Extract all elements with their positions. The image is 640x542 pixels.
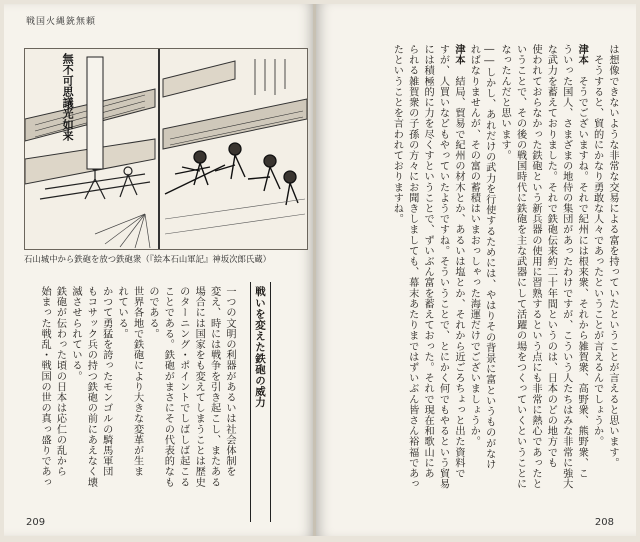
- body-line: [404, 44, 419, 512]
- line-text: ういった国人、さまざまの地侍の集団があったわけですが、こういう人たちはみな非常に強大: [560, 44, 572, 490]
- body-line: [435, 44, 450, 512]
- body-line: 変え、時には戦争を引き起こし、またある: [208, 286, 220, 488]
- body-line: 一つの文明の利器があるいは社会体制を: [224, 286, 235, 477]
- body-line: [512, 44, 527, 512]
- left-page: [4, 4, 315, 536]
- body-line: [481, 44, 496, 512]
- body-line: [589, 44, 604, 512]
- line-text: には積極的に力を尽くすということで、ずいぶん富を蓄えておった。それで現在和歌山にあ: [422, 44, 434, 479]
- body-line: [389, 44, 404, 512]
- line-text: いうことで、その後の戦国時代に鉄砲を主な武器にして活躍の場をつくっていくということに: [514, 44, 526, 490]
- body-line: かつて勇猛を誇ったモンゴルの騎馬軍団: [100, 286, 112, 477]
- illustration-label: 無不可思議光如来: [61, 53, 75, 141]
- line-text: そうでございますね。それで紀州には根来衆、それから雑賀衆、高野衆、熊野衆、こ: [576, 65, 588, 479]
- body-line: [574, 44, 589, 512]
- line-text: は想像できないような非常な交易による富を持っていたということが言えると思います。: [607, 44, 618, 468]
- page-number-right: 208: [594, 517, 614, 528]
- speaker-label: 津本: [452, 44, 464, 66]
- body-line: [420, 44, 435, 512]
- page-number-left: 209: [26, 517, 46, 528]
- body-line: もコサック兵の持つ鉄砲の前にあえなく壊: [85, 286, 97, 488]
- body-line: [605, 44, 620, 512]
- line-text: そうすると、貿的にかなり勇敢な人々であったということが言えるんでしょうか。: [591, 44, 603, 447]
- line-text: られる雑賀衆の子孫の方々にお聞きしましても、幕末あたりまではずいぶん皆さん裕福であっ: [406, 44, 418, 490]
- body-line: [558, 44, 573, 512]
- line-text: なったんだと思います。: [499, 44, 511, 161]
- body-line: のターニング・ポイントでしばしば起こる: [177, 286, 189, 488]
- left-body-text: [37, 286, 237, 522]
- body-line: 鉄砲が伝わった頃の日本は応仁の乱から: [54, 286, 66, 477]
- line-text: たということを言われておりますね。: [391, 44, 403, 225]
- line-text: ればなりませんが、その富の蓄積はいまおっしゃった海運だけでございましょうか。: [468, 44, 480, 447]
- running-head: 戦国火縄銃無頼: [26, 17, 97, 27]
- right-body-text: [389, 44, 620, 512]
- line-text: 結局、貿易で紀州の材木とか、あるいは塩とか、それから近ごろちょっと出た資料で: [452, 65, 464, 479]
- line-text: ――しかし、あれだけの武力を行使するためには、やはりその背景に富というものがなけ: [483, 44, 495, 470]
- body-line: [528, 44, 543, 512]
- body-line: [497, 44, 512, 512]
- body-line: れている。: [116, 286, 128, 339]
- right-page: [316, 4, 636, 536]
- body-line: 滅させられている。: [69, 286, 81, 382]
- body-line: ことである。鉄砲がまさにその代表的なも: [162, 286, 174, 488]
- line-text: な武力を蓄えておりました。それで鉄砲伝来約二十年間というのは、日本のどの地方でも: [545, 44, 557, 468]
- body-line: [543, 44, 558, 512]
- body-line: [466, 44, 481, 512]
- illustration-caption: 石山城中から鉄砲を放つ鉄砲衆（『絵本石山軍記』神坂次郎氏蔵）: [24, 254, 272, 264]
- woodblock-illustration: [24, 48, 308, 250]
- section-heading: 戦いを変えた鉄砲の威力: [250, 282, 271, 522]
- body-line: のである。: [146, 286, 158, 339]
- speaker-label: 津本: [576, 44, 588, 66]
- body-line: [451, 44, 466, 512]
- line-text: すが、人買いなどもやっていたようですね。そういうことで、とにかく何でもやるという貿易: [437, 44, 449, 490]
- body-line: 場合には国家をも変えてしまうことは歴史: [193, 286, 205, 488]
- line-text: 使われておらなかった鉄砲という新兵器の使用に習熟するという点にも非常に熱心であったと: [529, 44, 541, 490]
- body-line: 始まった戦乱・戦国の世の真っ盛りであっ: [39, 286, 51, 488]
- body-line: 世界各地で鉄砲により大きな変革が生ま: [131, 286, 143, 477]
